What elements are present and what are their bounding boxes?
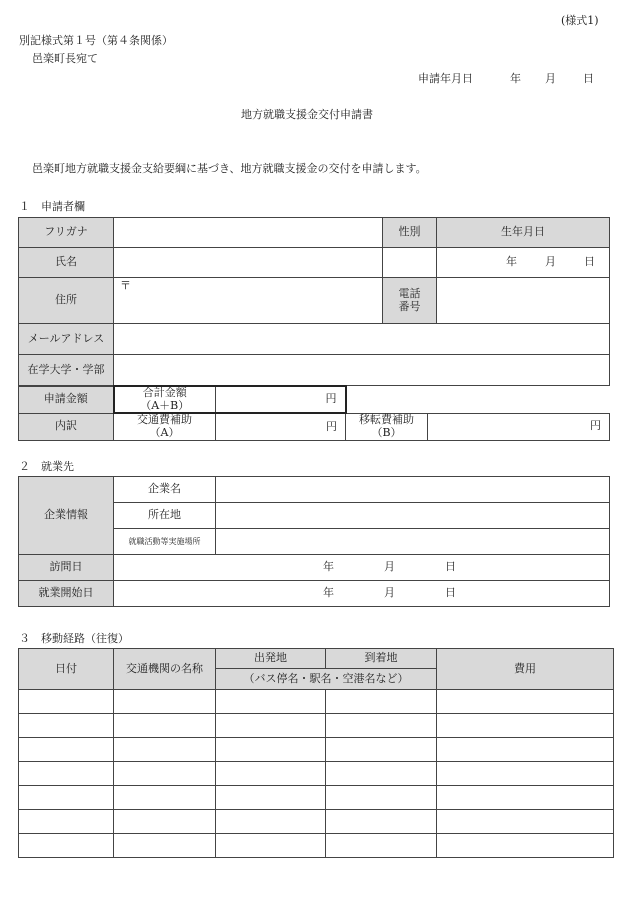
route-cost-cell[interactable]: [437, 810, 614, 834]
route-cost-cell[interactable]: [437, 714, 614, 738]
route-arrival-header: 到着地: [326, 649, 437, 669]
school-field[interactable]: [114, 355, 610, 386]
visit-day: 日: [445, 560, 456, 574]
school-label: 在学大学・学部: [19, 355, 114, 386]
start-year: 年: [323, 586, 334, 600]
route-transport-cell[interactable]: [114, 762, 216, 786]
route-departure-cell[interactable]: [216, 786, 326, 810]
start-date-field[interactable]: [114, 581, 610, 607]
gender-field[interactable]: [383, 248, 437, 278]
breakdown-label: 内訳: [19, 413, 114, 440]
route-arrival-cell[interactable]: [326, 690, 437, 714]
address-label: 住所: [19, 278, 114, 324]
route-transport-cell[interactable]: [114, 834, 216, 858]
relocation-subsidy-label: [346, 413, 428, 440]
visit-date-field[interactable]: [114, 555, 610, 581]
visit-date-label: 訪問日: [19, 555, 114, 581]
route-transport-cell[interactable]: [114, 738, 216, 762]
furigana-field[interactable]: [114, 218, 383, 248]
route-departure-cell[interactable]: [216, 834, 326, 858]
phone-label-line2: 番号: [398, 299, 421, 313]
total-label-line2: （A＋B）: [140, 398, 190, 412]
route-date-header: 日付: [19, 649, 114, 690]
transport-yen: 円: [326, 419, 337, 433]
application-date-day[interactable]: 日: [583, 72, 594, 85]
birth-year: 年: [506, 255, 517, 269]
transport-label-line2: （A）: [149, 425, 180, 439]
transport-subsidy-label: [114, 413, 216, 440]
route-date-cell[interactable]: [19, 786, 114, 810]
furigana-label: フリガナ: [19, 218, 114, 248]
route-date-cell[interactable]: [19, 762, 114, 786]
visit-year: 年: [323, 560, 334, 574]
application-date-label: 申請年月日: [418, 72, 473, 85]
relocation-label-line1: 移転費補助: [359, 413, 414, 427]
total-amount-label: [114, 386, 216, 413]
total-yen: 円: [325, 392, 337, 406]
route-transport-cell[interactable]: [114, 786, 216, 810]
route-row: [19, 714, 614, 738]
company-location-label: 所在地: [114, 503, 216, 529]
route-arrival-cell[interactable]: [326, 762, 437, 786]
company-name-label: 企業名: [114, 477, 216, 503]
gender-label: 性別: [383, 218, 437, 248]
address-field[interactable]: [114, 278, 383, 324]
route-departure-cell[interactable]: [216, 714, 326, 738]
relocation-yen: 円: [590, 419, 601, 433]
route-table: [18, 648, 614, 858]
document-title: 地方就職支援金交付申請書: [241, 108, 373, 121]
applicant-table: [18, 217, 610, 386]
birth-month: 月: [545, 255, 556, 269]
route-cost-cell[interactable]: [437, 690, 614, 714]
annex-label: 別記様式第１号（第４条関係）: [19, 34, 173, 47]
route-cost-cell[interactable]: [437, 738, 614, 762]
application-date-year[interactable]: 年: [510, 72, 521, 85]
visit-month: 月: [384, 560, 395, 574]
route-date-cell[interactable]: [19, 738, 114, 762]
amount-blank: [346, 386, 610, 413]
relocation-label-line2: （B）: [371, 425, 402, 439]
company-name-field[interactable]: [216, 477, 610, 503]
route-date-cell[interactable]: [19, 714, 114, 738]
total-amount-field[interactable]: [216, 386, 346, 413]
route-departure-cell[interactable]: [216, 738, 326, 762]
activity-place-label: 就職活動等実施場所: [114, 529, 216, 555]
route-row: [19, 786, 614, 810]
route-row: [19, 834, 614, 858]
postal-mark: 〒: [120, 279, 131, 292]
route-row: [19, 738, 614, 762]
employer-table: [18, 476, 610, 607]
name-label: 氏名: [19, 248, 114, 278]
route-rows: [19, 690, 614, 858]
phone-label: [383, 278, 437, 324]
route-cost-cell[interactable]: [437, 762, 614, 786]
phone-label-line1: 電話: [398, 286, 421, 300]
amount-table: [18, 385, 610, 441]
route-cost-cell[interactable]: [437, 786, 614, 810]
route-date-cell[interactable]: [19, 834, 114, 858]
activity-place-field[interactable]: [216, 529, 610, 555]
route-arrival-cell[interactable]: [326, 786, 437, 810]
route-transport-header: 交通機関の名称: [114, 649, 216, 690]
intro-text: 邑楽町地方就職支援金支給要綱に基づき、地方就職支援金の交付を申請します。: [32, 162, 427, 175]
route-cost-header: 費用: [437, 649, 614, 690]
route-date-cell[interactable]: [19, 810, 114, 834]
route-row: [19, 762, 614, 786]
start-month: 月: [384, 586, 395, 600]
name-field[interactable]: [114, 248, 383, 278]
section-employer-heading: ２ 就業先: [19, 460, 74, 473]
route-transport-cell[interactable]: [114, 810, 216, 834]
route-arrival-cell[interactable]: [326, 714, 437, 738]
transport-subsidy-field[interactable]: [216, 413, 346, 440]
amount-label: 申請金額: [19, 386, 114, 413]
start-day: 日: [445, 586, 456, 600]
email-label: メールアドレス: [19, 324, 114, 355]
route-transport-cell[interactable]: [114, 714, 216, 738]
route-arrival-cell[interactable]: [326, 738, 437, 762]
route-cost-cell[interactable]: [437, 834, 614, 858]
route-arrival-cell[interactable]: [326, 810, 437, 834]
route-transport-cell[interactable]: [114, 690, 216, 714]
route-departure-cell[interactable]: [216, 690, 326, 714]
section-applicant-heading: １ 申請者欄: [19, 200, 85, 213]
form-number: (様式1): [561, 14, 599, 27]
section-route-heading: ３ 移動経路（往復）: [19, 632, 129, 645]
company-location-field[interactable]: [216, 503, 610, 529]
relocation-subsidy-field[interactable]: [428, 413, 610, 440]
birthdate-field[interactable]: [437, 248, 610, 278]
birth-day: 日: [584, 255, 595, 269]
route-arrival-cell[interactable]: [326, 834, 437, 858]
start-date-label: 就業開始日: [19, 581, 114, 607]
transport-label-line1: 交通費補助: [137, 413, 192, 427]
route-place-note: （バス停名・駅名・空港名など）: [216, 669, 437, 690]
email-field[interactable]: [114, 324, 610, 355]
route-departure-header: 出発地: [216, 649, 326, 669]
addressee: 邑楽町長宛て: [32, 52, 98, 65]
company-info-label: 企業情報: [19, 477, 114, 555]
route-row: [19, 690, 614, 714]
total-label-line1: 合計金額: [142, 386, 187, 399]
phone-field[interactable]: [437, 278, 610, 324]
birthdate-label: 生年月日: [437, 218, 610, 248]
application-date-month[interactable]: 月: [545, 72, 556, 85]
route-departure-cell[interactable]: [216, 762, 326, 786]
route-date-cell[interactable]: [19, 690, 114, 714]
route-departure-cell[interactable]: [216, 810, 326, 834]
route-row: [19, 810, 614, 834]
